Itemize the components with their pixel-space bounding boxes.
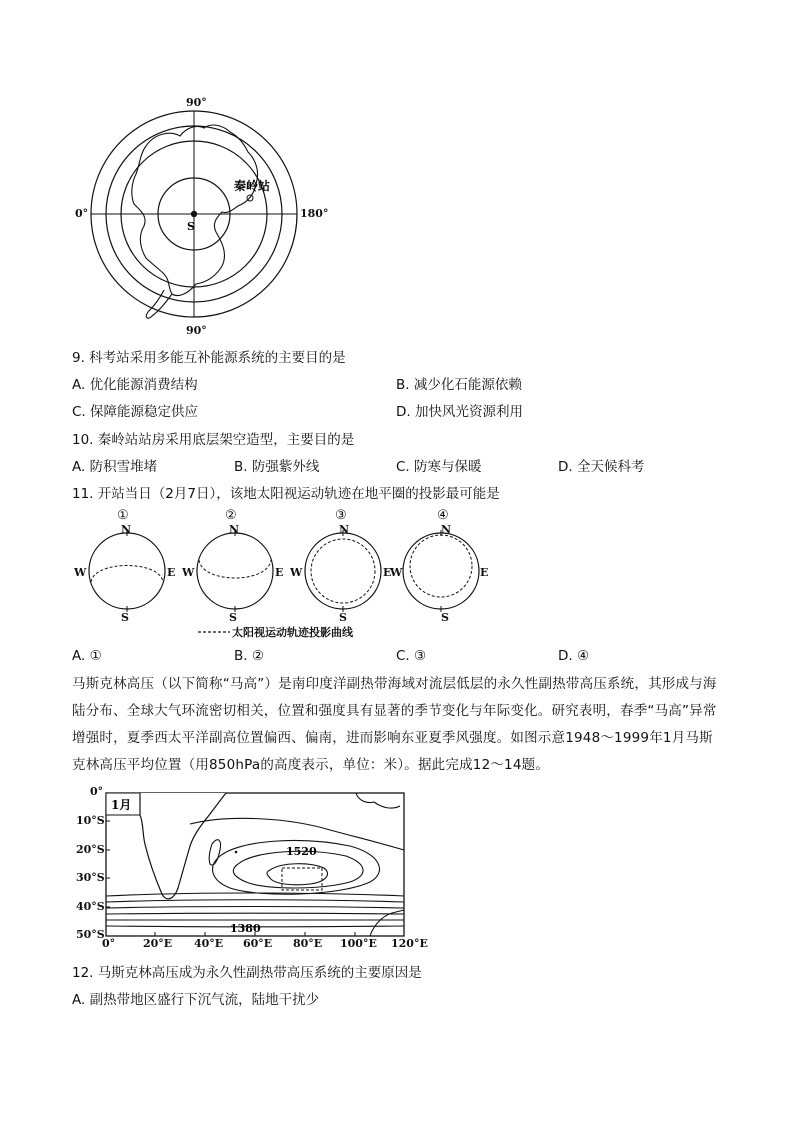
sun-path-figure-2: ② N S W E [182,508,284,624]
antarctica-coastline [132,125,258,296]
africa-landmass [140,793,226,899]
y-tick-30s: 30°S [76,871,105,884]
y-tick-10s: 10°S [76,814,105,827]
contour-label-1380: 1380 [230,922,261,935]
polar-right-label: 180° [300,207,329,220]
pole-label: S [187,220,195,233]
sun-path-figure-1: ① N S W E [74,508,176,624]
legend-label: 太阳视运动轨迹投影曲线 [232,626,353,639]
polar-left-label: 0° [75,207,89,220]
y-tick-50s: 50°S [76,928,105,941]
legend-dash [198,629,232,635]
x-tick-120e: 120°E [391,937,428,950]
q9-option-a[interactable]: A. 优化能源消费结构 [72,377,198,393]
polar-bottom-label: 90° [186,324,207,337]
x-tick-20e: 20°E [143,937,173,950]
q11-option-a[interactable]: A. ① [72,648,102,664]
q10-stem: 10. 秦岭站站房采用底层架空造型，主要目的是 [72,432,355,448]
q10-option-a[interactable]: A. 防积雪堆堵 [72,459,158,475]
x-tick-80e: 80°E [293,937,323,950]
q12-stem: 12. 马斯克林高压成为永久性副热带高压系统的主要原因是 [72,965,422,981]
contour-label-1520: 1520 [286,845,317,858]
q11-stem: 11. 开站当日（2月7日），该地太阳视运动轨迹在地平圈的投影最可能是 [72,486,500,502]
sun-path-figure-3: ③ N S W E [290,508,392,624]
q9-option-b[interactable]: B. 减少化石能源依赖 [396,377,522,393]
q11-option-d[interactable]: D. ④ [558,648,590,664]
y-tick-20s: 20°S [76,843,105,856]
x-tick-40e: 40°E [194,937,224,950]
q11-option-b[interactable]: B. ② [234,648,264,664]
q10-option-d[interactable]: D. 全天候科考 [558,459,645,475]
y-tick-0: 0° [90,785,104,798]
x-tick-0: 0° [102,937,116,950]
q9-stem: 9. 科考站采用多能互补能源系统的主要目的是 [72,350,346,366]
station-label: 秦岭站 [234,179,271,193]
y-tick-40s: 40°S [76,900,105,913]
q10-option-b[interactable]: B. 防强紫外线 [234,459,320,475]
passage-text: 马斯克林高压（以下简称“马高”）是南印度洋副热带海域对流层低层的永久性副热带高压系统，其形成与海陆分布、全球大气环流密切相关，位置和强度具有显著的季节变化与年际变化。研究表明，春季“马高”异常增强时，夏季西太平洋副高位置偏西、偏南，进而影响东亚夏季风强度。如图示意1948～1999年1月马斯克林高压平均位置（用850hPa的高度表示，单位：米）。据此完成12～14题。 [72,676,717,773]
q9-option-d[interactable]: D. 加快风光资源利用 [396,404,523,420]
q10-option-c[interactable]: C. 防寒与保暖 [396,459,482,475]
month-label: 1月 [111,798,132,812]
antarctic-polar-map [88,98,328,338]
q9-option-c[interactable]: C. 保障能源稳定供应 [72,404,199,420]
mascarene-contour-map [70,784,430,952]
x-tick-100e: 100°E [340,937,377,950]
polar-top-label: 90° [186,96,207,109]
sun-path-figure-4: ④ N S W E [390,508,489,624]
x-tick-60e: 60°E [243,937,273,950]
q11-option-c[interactable]: C. ③ [396,648,427,664]
q12-option-a[interactable]: A. 副热带地区盛行下沉气流，陆地干扰少 [72,992,320,1008]
